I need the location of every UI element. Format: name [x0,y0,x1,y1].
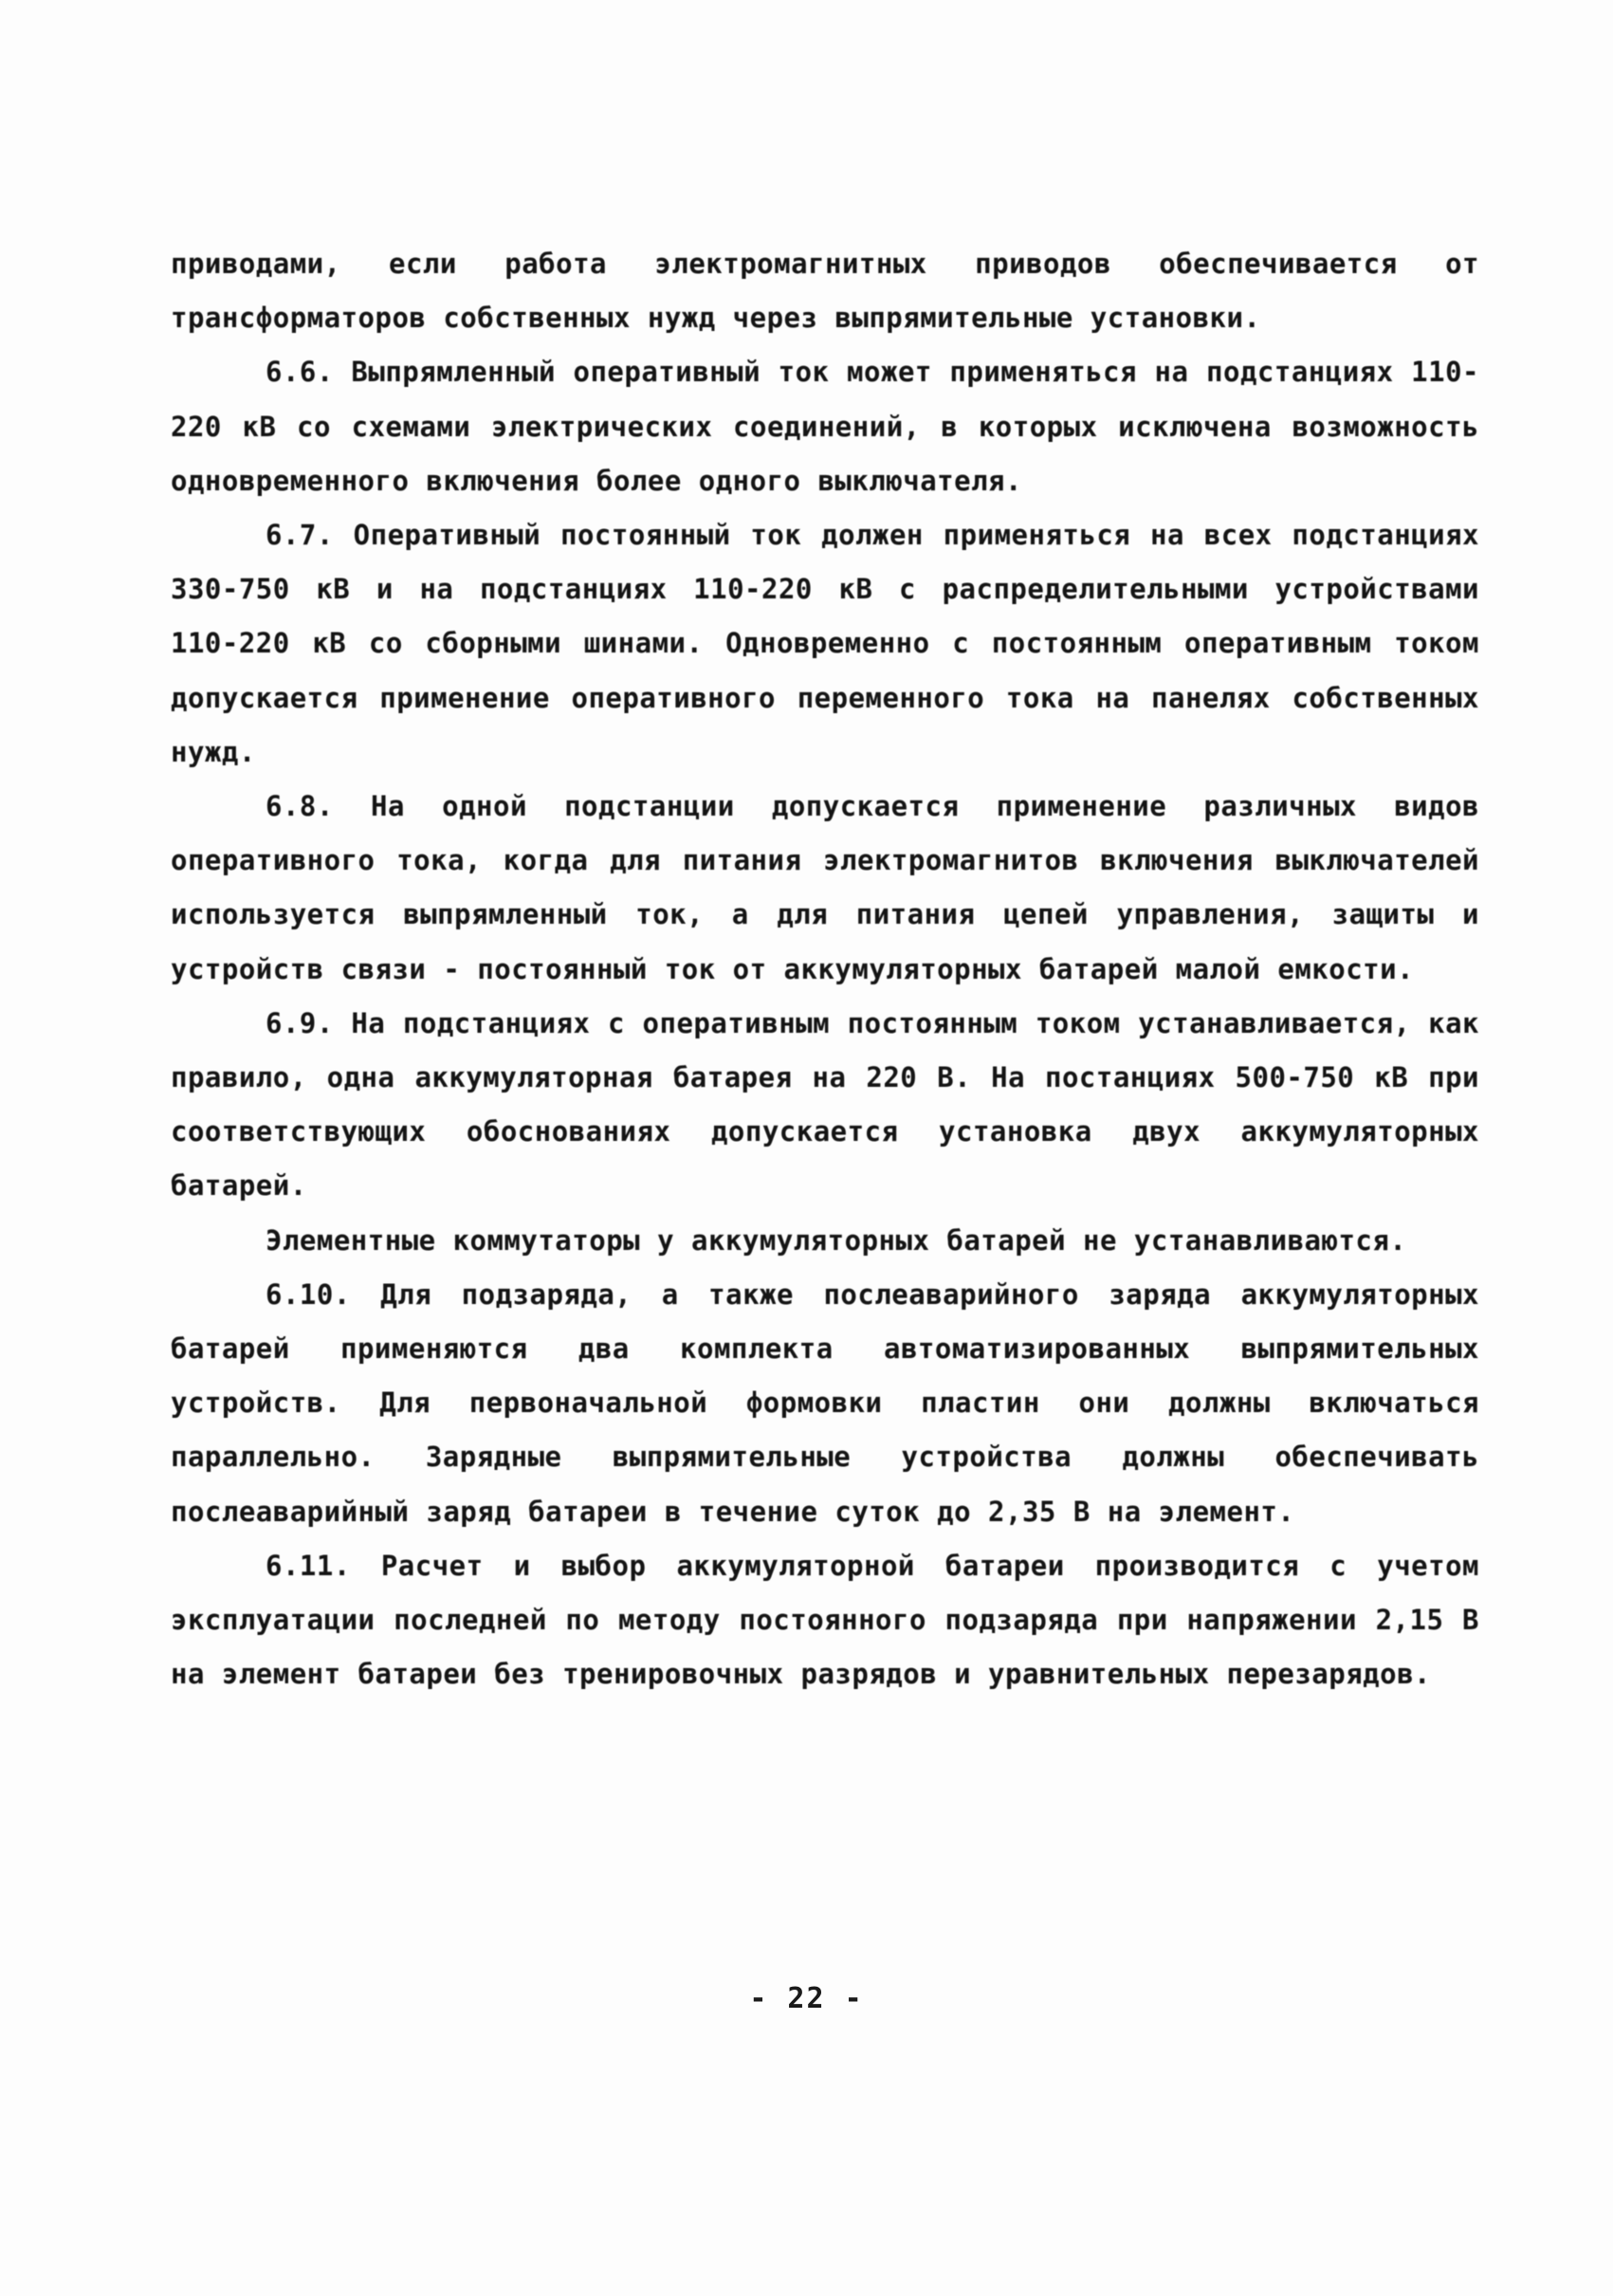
paragraph-continued: приводами, если работа электромагнитных приводов обеспечивается от трансформаторов собственных нужд через выпрямительные установки. [171,248,1479,335]
paragraph-6-7: 6.7. Оперативный постоянный ток должен применяться на всех подстанциях 330-750 кВ и на подстанциях 110-220 кВ с распределительными устройствами 110-220 кВ со сборными шинами. Одновременно с постоянным оперативным током допускается применение оперативного переменного тока на панелях собственных нужд. [171,519,1479,768]
paragraph-6-6: 6.6. Выпрямленный оперативный ток может применяться на подстанциях 110-220 кВ со схемами электрических соединений, в которых исключена возможность одновременного включения более одного выключателя. [171,356,1479,497]
paragraph-6-8: 6.8. На одной подстанции допускается применение различных видов оперативного тока, когда для питания электромагнитов включения выключателей используется выпрямленный ток, а для питания цепей управления, защиты и устройств связи - постоянный ток от аккумуляторных батарей малой емкости. [171,790,1479,985]
paragraph-6-11: 6.11. Расчет и выбор аккумуляторной батареи производится с учетом эксплуатации последней по методу постоянного подзаряда при напряжении 2,15 В на элемент батареи без тренировочных разрядов и уравнительных перезарядов. [171,1549,1479,1691]
body-text [171,237,1479,1701]
paragraph-6-9: 6.9. На подстанциях с оперативным постоянным током устанавливается, как правило, одна аккумуляторная батарея на 220 В. На постанциях 500-750 кВ при соответствующих обоснованиях допускается установка двух аккумуляторных батарей. [171,1006,1479,1203]
paragraph-6-10: 6.10. Для подзаряда, а также послеаварийного заряда аккумуляторных батарей применяются два комплекта автоматизированных выпрямительных устройств. Для первоначальной формовки пластин они должны включаться параллельно. Зарядные выпрямительные устройства должны обеспечивать послеаварийный заряд батареи в течение суток до 2,35 В на элемент. [171,1277,1479,1528]
page-number: - 22 - [749,1982,864,2015]
paragraph-6-9-note: Элементные коммутаторы у аккумуляторных батарей не устанавливаются. [266,1223,1407,1257]
